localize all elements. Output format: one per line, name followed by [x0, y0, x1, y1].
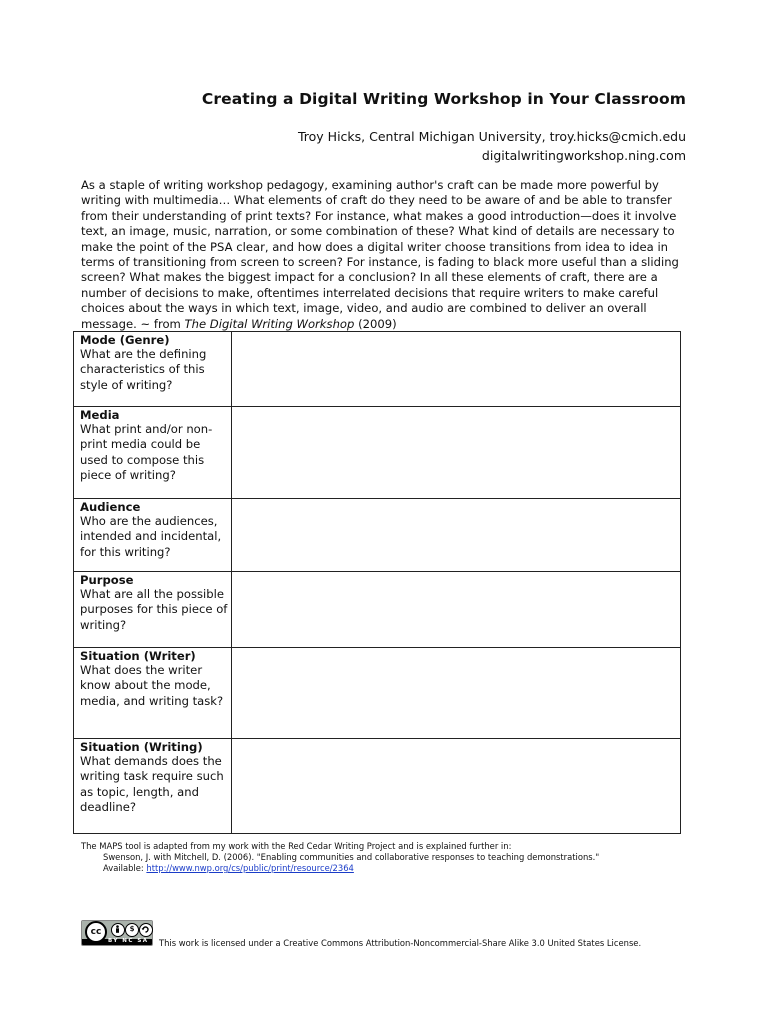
answer-cell-media[interactable]	[232, 407, 681, 499]
table-row	[74, 332, 681, 407]
answer-cell-audience[interactable]	[232, 499, 681, 572]
badge-strip-label: BY NC SA	[108, 938, 149, 944]
intro-paragraph	[81, 178, 687, 332]
row-heading: Situation (Writing)	[80, 740, 203, 754]
footnote-available	[81, 863, 599, 874]
intro-citation-title: The Digital Writing Workshop	[184, 316, 355, 331]
row-label-cell	[74, 332, 232, 407]
available-label: Available:	[103, 863, 144, 873]
cc-logo-icon: cc	[85, 921, 107, 943]
attribution-icon	[111, 923, 125, 937]
site-line: digitalwritingworkshop.ning.com	[481, 148, 686, 163]
answer-cell-purpose[interactable]	[232, 572, 681, 648]
answer-cell-situation-writing[interactable]	[232, 739, 681, 834]
row-question: What print and/or non-print media could be used to compose this piece of writing?	[80, 422, 213, 483]
answer-cell-situation-writer[interactable]	[232, 648, 681, 739]
row-question: What are the defining characteristics of this style of writing?	[80, 347, 207, 392]
row-heading: Media	[80, 408, 120, 422]
row-question: What are all the possible purposes for this piece of writing?	[80, 587, 228, 632]
row-label-cell	[74, 407, 232, 499]
row-label-cell	[74, 572, 232, 648]
author-line: Troy Hicks, Central Michigan University, troy.hicks@cmich.edu	[298, 129, 686, 144]
byline	[298, 127, 686, 165]
license-text: This work is licensed under a Creative Commons Attribution-Noncommercial-Share Alike 3.0 United States License.	[159, 938, 642, 948]
row-question: What demands does the writing task require such as topic, length, and deadline?	[80, 754, 224, 815]
creative-commons-badge[interactable]	[81, 920, 153, 946]
row-label-cell	[74, 648, 232, 739]
table-row	[74, 407, 681, 499]
table-row	[74, 648, 681, 739]
row-heading: Mode (Genre)	[80, 333, 170, 347]
footnote-line: The MAPS tool is adapted from my work with the Red Cedar Writing Project and is explained further in:	[81, 841, 512, 851]
resource-link[interactable]: http://www.nwp.org/cs/public/print/resource/2364	[146, 863, 354, 873]
document-title: Creating a Digital Writing Workshop in Your Classroom	[201, 90, 686, 108]
footnote	[81, 841, 599, 874]
maps-table	[73, 331, 681, 834]
row-question: Who are the audiences, intended and incidental, for this writing?	[80, 514, 222, 559]
footnote-reference: Swenson, J. with Mitchell, D. (2006). "Enabling communities and collaborative responses to teaching demonstrations."	[103, 852, 600, 862]
intro-citation-year: (2009)	[358, 316, 397, 331]
answer-cell-mode[interactable]	[232, 332, 681, 407]
intro-text: As a staple of writing workshop pedagogy, examining author's craft can be made more powerful by writing with multimedia… What elements of craft do they need to be aware of and be able to transfer from their understanding of print texts? For instance, what makes a good introduction—does it involve text, an image, music, narration, or some combination of these? What kind of details are necessary to make the point of the PSA clear, and how does a digital writer choose transitions from idea to idea in terms of transitioning from screen to screen? For instance, is fading to black more useful than a sliding screen? What makes the biggest impact for a conclusion? In all these elements of craft, there are a number of decisions to make, oftentimes interrelated decisions that require writers to make careful choices about the ways in which text, image, video, and audio are combined to deliver an overall message. ~ from	[81, 178, 679, 331]
row-question: What does the writer know about the mode, media, and writing task?	[80, 663, 224, 708]
row-label-cell	[74, 499, 232, 572]
table-row	[74, 739, 681, 834]
row-heading: Purpose	[80, 573, 134, 587]
table-row	[74, 499, 681, 572]
share-alike-icon	[139, 923, 153, 937]
row-heading: Audience	[80, 500, 141, 514]
table-row	[74, 572, 681, 648]
noncommercial-icon: $	[125, 923, 139, 937]
row-heading: Situation (Writer)	[80, 649, 196, 663]
row-label-cell	[74, 739, 232, 834]
